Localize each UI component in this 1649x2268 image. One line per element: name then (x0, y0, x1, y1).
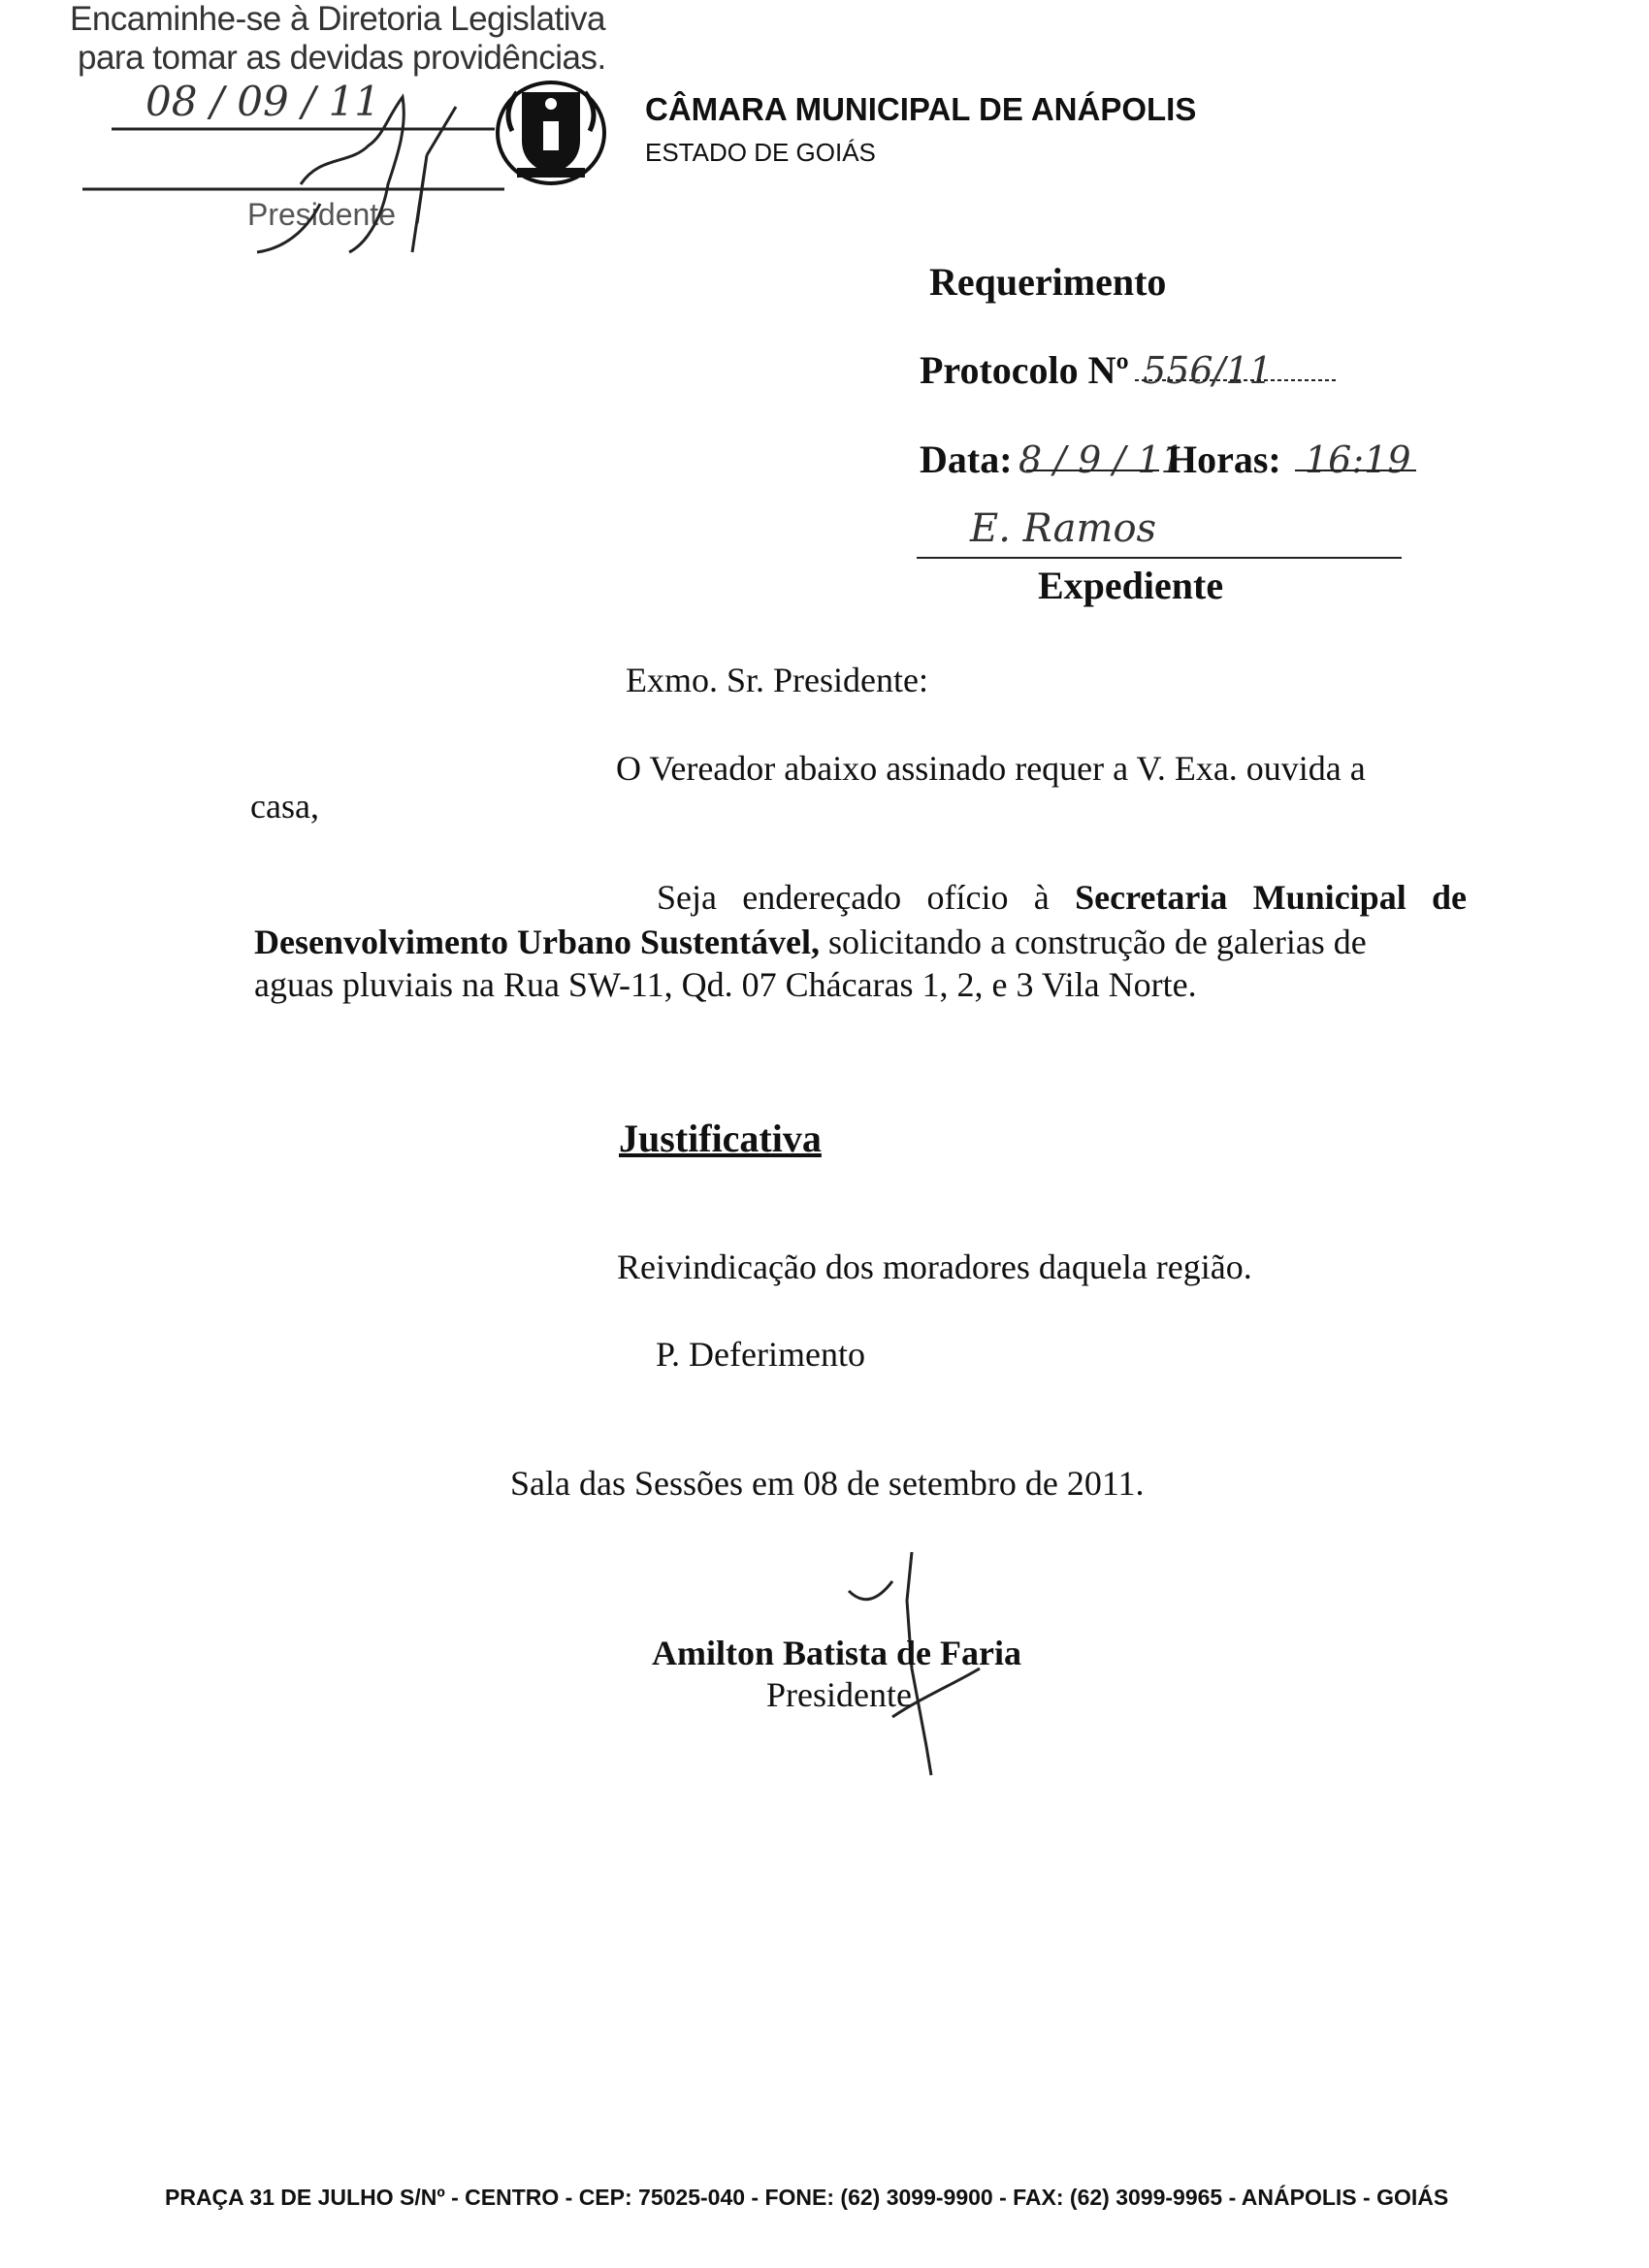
justification-heading: Justificativa (619, 1117, 822, 1160)
justification-text: Reivindicação dos moradores daquela região. (617, 1247, 1252, 1286)
salutation: Exmo. Sr. Presidente: (626, 661, 928, 699)
hours-label: Horas: (1167, 437, 1281, 481)
protocol-value: 556/11 (1143, 349, 1273, 392)
stamp-text-line2: para tomar as devidas providências. (78, 39, 606, 77)
date-value: 8 / 9 / 11 (1018, 438, 1184, 481)
stamp-text-line1: Encaminhe-se à Diretoria Legislativa (70, 0, 605, 38)
expediente-signature: E. Ramos (970, 506, 1157, 551)
org-state: ESTADO DE GOIÁS (645, 138, 876, 167)
request-intro-continuation: casa, (250, 787, 319, 826)
closing-deferimento: P. Deferimento (656, 1335, 865, 1374)
date-label: Data: (920, 437, 1013, 481)
paragraph-secretaria: Secretaria Municipal de Desenvolvimento Urbano Sustentável, (254, 878, 1468, 961)
session-date-line: Sala das Sessões em 08 de setembro de 2011. (510, 1464, 1145, 1503)
hours-value: 16:19 (1305, 438, 1411, 481)
protocol-label: Protocolo Nº (920, 348, 1129, 392)
footer-address: PRAÇA 31 DE JULHO S/Nº - CENTRO - CEP: 75025-040 - FONE: (62) 3099-9900 - FAX: (62) 3099-9965 - ANÁPOLIS - GOIÁS (165, 2185, 1449, 2210)
paragraph-last-line: aguas pluviais na Rua SW-11, Qd. 07 Chácaras 1, 2, e 3 Vila Norte. (254, 965, 1197, 1004)
signer-name: Amilton Batista de Faria (652, 1634, 1021, 1672)
paragraph-start: Seja endereçado ofício à (657, 878, 1076, 917)
org-name: CÂMARA MUNICIPAL DE ANÁPOLIS (645, 91, 1197, 127)
paragraph-rest: solicitando a construção de galerias de (820, 923, 1367, 961)
stamp-handwritten-date: 08 / 09 / 11 (146, 78, 381, 125)
document-title: Requerimento (929, 260, 1167, 304)
request-intro: O Vereador abaixo assinado requer a V. Exa. ouvida a (616, 749, 1366, 788)
stamp-role-label: Presidente (247, 197, 396, 232)
signer-role: Presidente (766, 1675, 912, 1714)
expediente-label: Expediente (1038, 564, 1224, 607)
